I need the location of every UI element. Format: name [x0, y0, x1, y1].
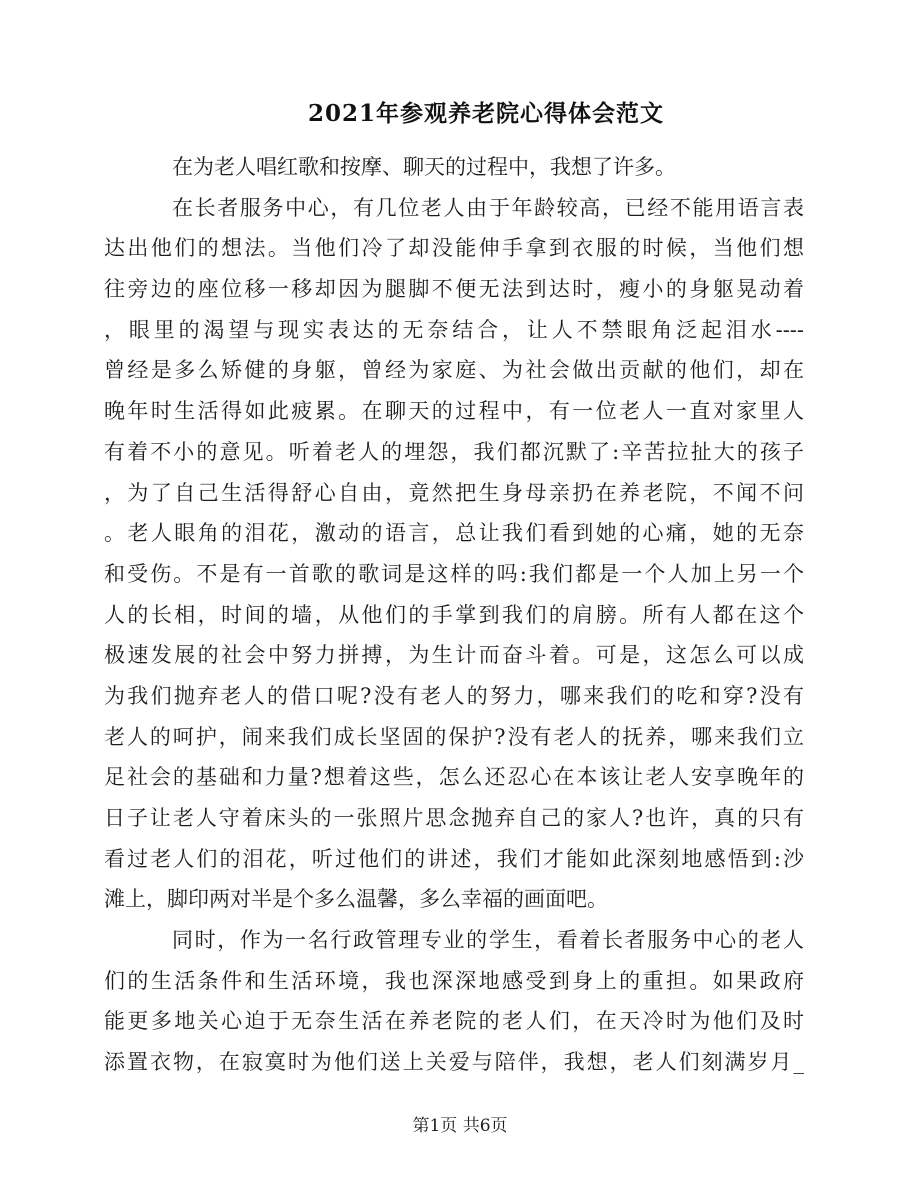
text-line: 滩上，脚印两对半是个多么温馨，多么幸福的画面吧。	[104, 887, 608, 912]
text-line: 极速发展的社会中努力拼搏，为生计而奋斗着。可是，这怎么可以成	[104, 643, 804, 668]
document-title: 2021年参观养老院心得体会范文	[307, 100, 664, 127]
document-body	[104, 147, 804, 1083]
text-line: 在长者服务中心，有几位老人由于年龄较高，已经不能用语言表	[172, 195, 804, 220]
text-line: 足社会的基础和力量?想着这些，怎么还忍心在本该让老人安享晚年的	[104, 765, 804, 790]
text-line: 曾经是多么矫健的身躯，曾经为家庭、为社会做出贡献的他们，却在	[104, 358, 804, 383]
page-number-footer: 第1页 共6页	[412, 1116, 508, 1136]
text-line: 同时，作为一名行政管理专业的学生，看着长者服务中心的老人	[172, 928, 804, 953]
text-line: 人的长相，时间的墙，从他们的手掌到我们的肩膀。所有人都在这个	[104, 602, 804, 627]
text-line: 为我们抛弃老人的借口呢?没有老人的努力，哪来我们的吃和穿?没有	[104, 683, 804, 708]
text-line: 看过老人们的泪花，听过他们的讲述，我们才能如此深刻地感悟到:沙	[104, 846, 804, 871]
text-line: 。老人眼角的泪花，激动的语言，总让我们看到她的心痛，她的无奈	[104, 521, 804, 546]
text-line: 日子让老人守着床头的一张照片思念抛弃自己的家人?也许，真的只有	[104, 806, 804, 830]
text-line: 往旁边的座位移一移却因为腿脚不便无法到达时，瘦小的身躯晃动着	[104, 277, 804, 302]
text-line: 们的生活条件和生活环境，我也深深地感受到身上的重担。如果政府	[104, 968, 804, 993]
text-line: 晚年时生活得如此疲累。在聊天的过程中，有一位老人一直对家里人	[104, 399, 804, 424]
text-line: 和受伤。不是有一首歌的歌词是这样的吗:我们都是一个人加上另一个	[104, 561, 804, 586]
text-line: 能更多地关心迫于无奈生活在养老院的老人们，在天冷时为他们及时	[104, 1009, 804, 1034]
text-line: 老人的呵护，闹来我们成长坚固的保护?没有老人的抚养，哪来我们立	[104, 724, 804, 749]
text-line: 添置衣物，在寂寞时为他们送上关爱与陪伴，我想，老人们刻满岁月_	[104, 1050, 804, 1075]
text-line: 有着不小的意见。听着老人的埋怨，我们都沉默了:辛苦拉扯大的孩子	[104, 439, 804, 464]
text-line: 达出他们的想法。当他们冷了却没能伸手拿到衣服的时候，当他们想	[104, 236, 804, 261]
text-line: ，眼里的渴望与现实表达的无奈结合，让人不禁眼角泛起泪水----	[104, 317, 804, 342]
text-line: 在为老人唱红歌和按摩、聊天的过程中，我想了许多。	[172, 155, 676, 179]
text-line: ，为了自己生活得舒心自由，竟然把生身母亲扔在养老院，不闻不问	[104, 480, 804, 505]
